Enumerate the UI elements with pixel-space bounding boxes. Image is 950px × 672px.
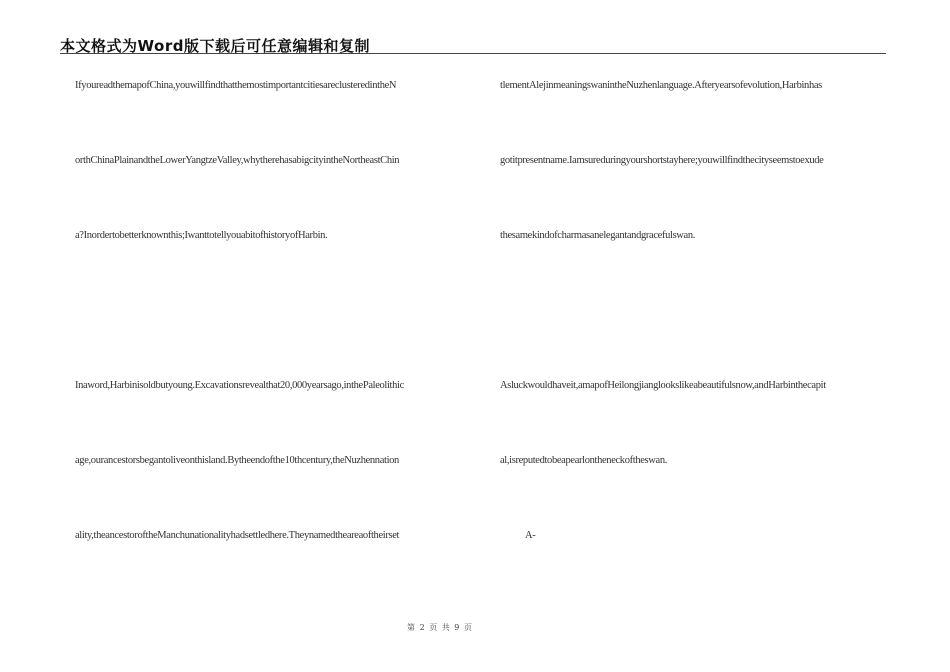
header-divider — [60, 53, 886, 54]
page-number-footer: 第 2 页 共 9 页 — [407, 623, 473, 632]
left-column-line-2: orthChinaPlainandtheLowerYangtzeValley,whytherehasabigcityintheNortheastChin — [75, 155, 400, 166]
right-column-line-5: al,isreputedtobeapearlontheneckoftheswan. — [500, 455, 667, 466]
right-column-line-6: A- — [525, 530, 536, 541]
right-column-line-2: gotitpresentname.Iamsureduringyourshortstayhere;youwillfindthecityseemstoexude — [500, 155, 824, 166]
page-header-title: 本文格式为Word版下载后可任意编辑和复制 — [60, 37, 370, 55]
left-column-line-1: IfyoureadthemapofChina,youwillfindthatthemostimportantcitiesareclusteredintheN — [75, 80, 397, 91]
right-column-line-3: thesamekindofcharmasanelegantandgracefulswan. — [500, 230, 696, 241]
left-column-line-4: Inaword,Harbinisoldbutyoung.Excavationsrevealthat20,000yearsago,inthePaleolithic — [75, 380, 404, 391]
left-column-line-6: ality,theancestoroftheManchunationalityhadsettledhere.Theynamedtheareaoftheirset — [75, 530, 400, 541]
left-column-line-3: a?Inordertobetterknownthis;IwanttotellyouabitofhistoryofHarbin. — [75, 230, 328, 241]
right-column-line-1: tlementAlejinmeaningswanintheNuzhenlanguage.Afteryearsofevolution,Harbinhas — [500, 80, 822, 91]
right-column-line-4: Asluckwouldhaveit,amapofHeilongjianglookslikeabeautifulsnow,andHarbinthecapit — [500, 380, 826, 391]
left-column-line-5: age,ourancestorsbegantoliveonthisland.Bytheendofthe10thcentury,theNuzhennation — [75, 455, 399, 466]
